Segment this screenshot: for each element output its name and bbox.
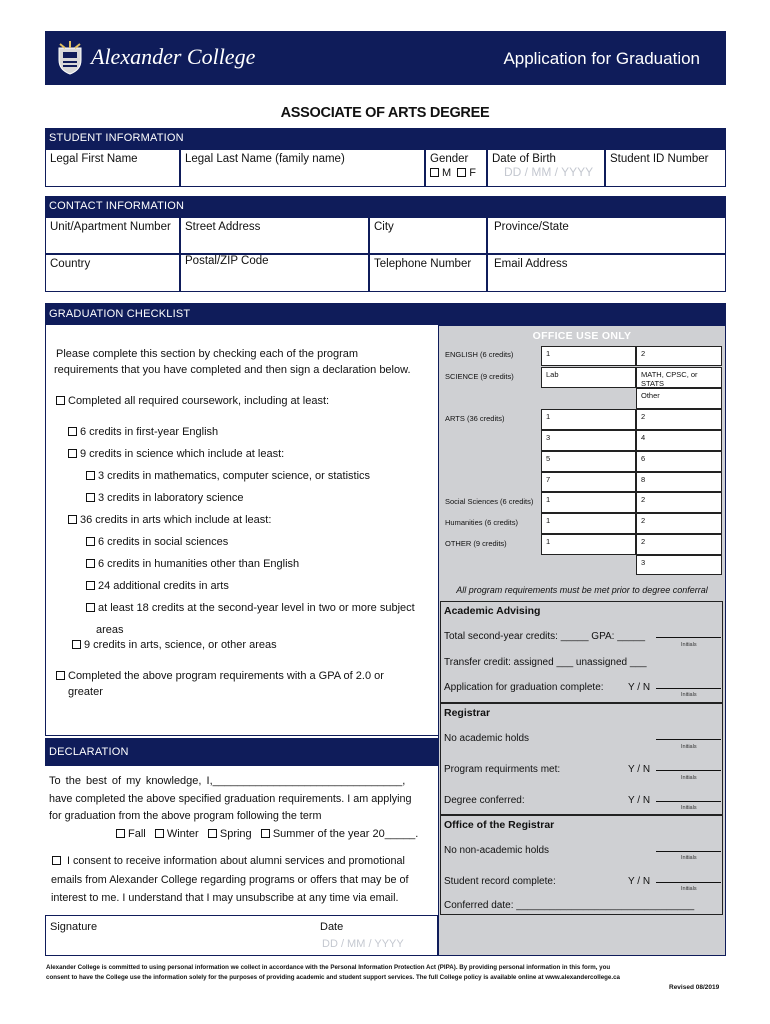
arts-label: ARTS (36 credits) (445, 414, 505, 423)
checklist-item: 9 credits in science which include at least: (68, 448, 284, 460)
declaration-header: DECLARATION (45, 738, 438, 766)
additional-arts-checkbox[interactable] (86, 581, 95, 590)
spring-label: Spring (219, 828, 252, 840)
gender-m-checkbox[interactable] (430, 168, 439, 177)
consent-line-2: emails from Alexander College regarding programs or offers that may be of (51, 874, 409, 886)
english-2-cell[interactable]: 2 (636, 346, 722, 366)
app-complete-yn[interactable]: Y / N (628, 682, 651, 693)
no-nonacademic-holds: No non-academic holds (444, 845, 550, 856)
arts-2-cell[interactable]: 2 (636, 409, 722, 430)
telephone-label: Telephone Number (374, 258, 472, 270)
science-label: SCIENCE (9 credits) (445, 372, 514, 381)
other-1-cell[interactable]: 1 (541, 534, 636, 555)
street-label: Street Address (185, 221, 261, 233)
consent-checkbox[interactable] (52, 856, 61, 865)
arts-6-cell[interactable]: 6 (636, 451, 722, 472)
arts-1-cell[interactable]: 1 (541, 409, 636, 430)
second-year-checkbox[interactable] (86, 603, 95, 612)
checklist-instructions-1: Please complete this section by checking each of the program (56, 348, 359, 360)
street-field[interactable] (180, 217, 369, 254)
declaration-line-2: have completed the above specified graduation requirements. I am applying (49, 793, 412, 805)
header-banner (45, 31, 726, 85)
checklist-item: 36 credits in arts which include at least: (68, 514, 271, 526)
science-checkbox[interactable] (68, 449, 77, 458)
humanities-2-cell[interactable]: 2 (636, 513, 722, 534)
app-complete: Application for graduation complete: (444, 682, 604, 693)
humanities-1-cell[interactable]: 1 (541, 513, 636, 534)
initials-label: Initials (681, 692, 697, 698)
other-areas-checkbox[interactable] (72, 640, 81, 649)
college-logo-text: Alexander College (91, 44, 256, 69)
declaration-line-1[interactable]: To the best of my knowledge, I,_______________________________, (49, 775, 406, 787)
summer-label: Summer of the year 20_____. (272, 828, 419, 840)
checklist-item: 6 credits in first-year English (68, 426, 218, 438)
province-field[interactable] (487, 217, 726, 254)
privacy-notice-1: Alexander College is committed to using personal information we collect in accordance with the Personal Information Protection Act (PIPA). By providing personal information in this form, you (46, 964, 611, 971)
arts-3-cell[interactable]: 3 (541, 430, 636, 451)
checklist-item: Completed the above program requirements with a GPA of 2.0 or (56, 670, 384, 682)
spring-checkbox[interactable] (208, 829, 217, 838)
initials-label: Initials (681, 642, 697, 648)
city-field[interactable] (369, 217, 487, 254)
gender-field (425, 149, 487, 187)
transfer-credit: Transfer credit: assigned ___ unassigned ___ (444, 657, 647, 668)
checklist-item-continued: areas (96, 624, 124, 636)
program-met-yn[interactable]: Y / N (628, 764, 651, 775)
total-second-year: Total second-year credits: _____ GPA: _____ (444, 631, 646, 642)
consent-line-3: interest to me. I understand that I may unsubscribe at any time via email. (51, 892, 399, 904)
english-checkbox[interactable] (68, 427, 77, 436)
form-title: Application for Graduation (503, 49, 700, 68)
gender-label: Gender (430, 153, 469, 165)
checklist-item: 3 credits in laboratory science (86, 492, 244, 504)
initials-label: Initials (681, 775, 697, 781)
consent-line-1: I consent to receive information about alumni services and promotional (52, 855, 405, 867)
email-label: Email Address (494, 258, 568, 270)
checklist-instructions-2: requirements that you have completed and then sign a declaration below. (54, 364, 411, 376)
no-academic-holds: No academic holds (444, 733, 530, 744)
arts-4-cell[interactable]: 4 (636, 430, 722, 451)
checklist-item: at least 18 credits at the second-year level in two or more subject (86, 602, 415, 614)
checklist-header: GRADUATION CHECKLIST (45, 303, 726, 325)
coursework-checkbox[interactable] (56, 396, 65, 405)
winter-label: Winter (166, 828, 199, 840)
degree-title: ASSOCIATE OF ARTS DEGREE (280, 105, 490, 121)
social-1-cell[interactable]: 1 (541, 492, 636, 513)
english-label: ENGLISH (6 credits) (445, 350, 514, 359)
unit-field[interactable] (45, 217, 180, 254)
other-3-cell[interactable]: 3 (636, 555, 722, 575)
program-met: Program requirments met: (444, 764, 561, 775)
gender-m-label: M (442, 167, 452, 179)
registrar-title: Registrar (444, 707, 491, 719)
legal-last-name-label: Legal Last Name (family name) (185, 153, 345, 165)
checklist-item: Completed all required coursework, including at least: (56, 395, 329, 407)
math-checkbox[interactable] (86, 471, 95, 480)
unit-label: Unit/Apartment Number (50, 221, 171, 233)
telephone-field[interactable] (369, 254, 487, 292)
office-use-title: OFFICE USE ONLY (532, 330, 632, 342)
checklist-item-continued: greater (68, 686, 103, 698)
city-label: City (374, 221, 394, 233)
degree-conferred-yn[interactable]: Y / N (628, 795, 651, 806)
office-registrar-title: Office of the Registrar (444, 819, 555, 831)
date-placeholder[interactable]: DD / MM / YYYY (322, 938, 404, 950)
gender-f-label: F (469, 167, 477, 179)
revised-date: Revised 08/2019 (669, 984, 720, 991)
arts-7-cell[interactable]: 7 (541, 472, 636, 492)
arts-5-cell[interactable]: 5 (541, 451, 636, 472)
email-field[interactable] (487, 254, 726, 292)
summer-checkbox[interactable] (261, 829, 270, 838)
privacy-notice-2: consent to have the College use the information solely for the purposes of providing academic and student support services. The full College policy is available online at www.alexandercollege.ca (46, 974, 620, 981)
requirements-note: All program requirements must be met prior to degree conferral (456, 585, 708, 595)
advising-title: Academic Advising (444, 605, 541, 617)
english-1-cell[interactable]: 1 (541, 346, 636, 366)
humanities-label: Humanities (6 credits) (445, 518, 518, 527)
checklist-item: 3 credits in mathematics, computer science, or statistics (86, 470, 370, 482)
gender-f-checkbox[interactable] (457, 168, 466, 177)
student-info-header: STUDENT INFORMATION (45, 128, 726, 149)
lab-checkbox[interactable] (86, 493, 95, 502)
degree-conferred: Degree conferred: (444, 795, 525, 806)
science-other-cell[interactable]: Other (636, 388, 722, 409)
contact-info-header: CONTACT INFORMATION (45, 196, 726, 217)
signature-label: Signature (50, 921, 98, 933)
initials-label: Initials (681, 805, 697, 811)
social-2-cell[interactable]: 2 (636, 492, 722, 513)
social-sciences-label: Social Sciences (6 credits) (445, 497, 534, 506)
fall-label: Fall (128, 828, 146, 840)
humanities-checkbox[interactable] (86, 559, 95, 568)
science-lab-cell[interactable]: Lab (541, 367, 636, 388)
term-options (116, 828, 418, 840)
dob-label: Date of Birth (492, 153, 556, 165)
record-complete-yn[interactable]: Y / N (628, 876, 651, 887)
record-complete: Student record complete: (444, 876, 556, 887)
student-id-label: Student ID Number (610, 153, 709, 165)
checklist-item: 6 credits in social sciences (86, 536, 228, 548)
date-label: Date (320, 921, 344, 933)
legal-first-name-label: Legal First Name (50, 153, 138, 165)
science-math-cell[interactable]: MATH, CPSC, or STATS (636, 367, 722, 388)
student-id-field[interactable] (605, 149, 726, 187)
declaration-line-3: for graduation from the above program following the term (49, 810, 322, 822)
province-label: Province/State (494, 221, 569, 233)
other-credits-label: OTHER (9 credits) (445, 539, 507, 548)
legal-last-name-field[interactable] (180, 149, 425, 187)
initials-label: Initials (681, 855, 697, 861)
dob-placeholder: DD / MM / YYYY (504, 165, 594, 179)
fall-checkbox[interactable] (116, 829, 125, 838)
checklist-item: 9 credits in arts, science, or other areas (72, 639, 277, 651)
checklist-item: 6 credits in humanities other than English (86, 558, 299, 570)
checklist-item: 24 additional credits in arts (86, 580, 229, 592)
winter-checkbox[interactable] (155, 829, 164, 838)
crest-icon (55, 40, 85, 76)
other-2-cell[interactable]: 2 (636, 534, 722, 555)
arts-8-cell[interactable]: 8 (636, 472, 722, 492)
arts-checkbox[interactable] (68, 515, 77, 524)
country-field[interactable] (45, 254, 180, 292)
postal-label: Postal/ZIP Code (185, 255, 269, 267)
country-label: Country (50, 258, 91, 270)
initials-label: Initials (681, 886, 697, 892)
postal-field[interactable] (180, 254, 369, 292)
social-sciences-checkbox[interactable] (86, 537, 95, 546)
conferred-date[interactable]: Conferred date: ________________________________ (444, 900, 695, 911)
legal-first-name-field[interactable] (45, 149, 180, 187)
initials-label: Initials (681, 744, 697, 750)
gpa-checkbox[interactable] (56, 671, 65, 680)
dob-field[interactable] (487, 149, 605, 187)
